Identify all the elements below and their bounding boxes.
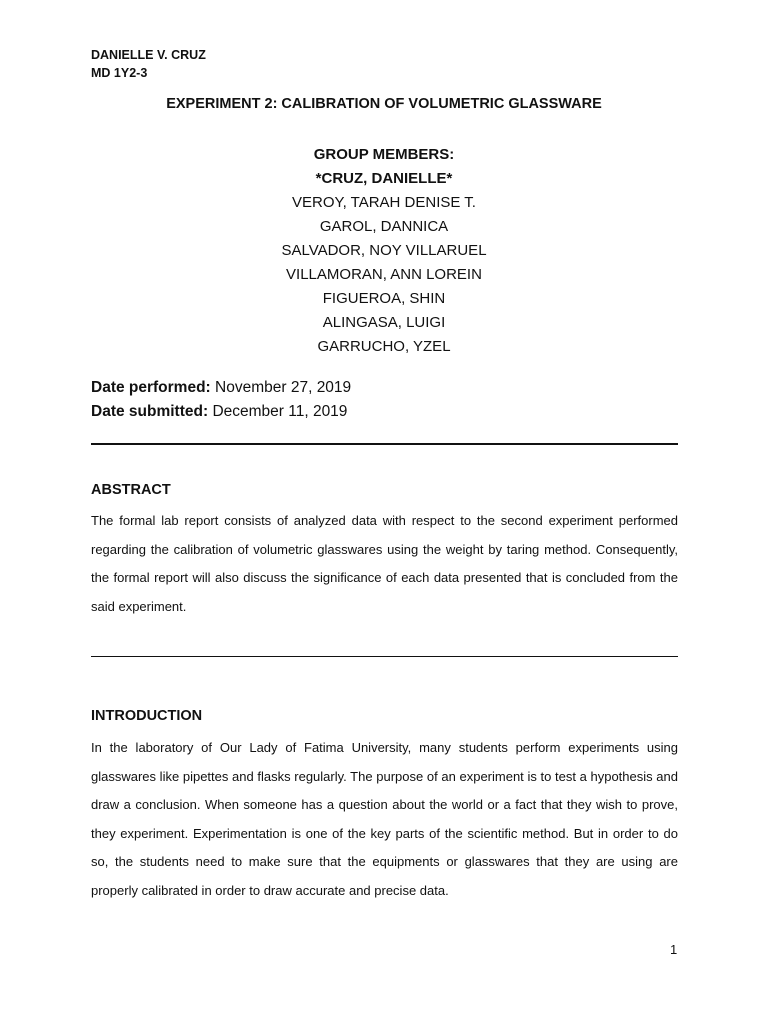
author-name: DANIELLE V. CRUZ — [91, 48, 206, 62]
document-title: EXPERIMENT 2: CALIBRATION OF VOLUMETRIC GLASSWARE — [166, 96, 602, 112]
introduction-heading: INTRODUCTION — [91, 708, 203, 724]
group-members-heading: GROUP MEMBERS: — [313, 146, 455, 163]
date-performed-row — [91, 376, 351, 400]
group-member: GARRUCHO, YZEL — [317, 338, 451, 355]
divider — [91, 656, 678, 657]
introduction-body: In the laboratory of Our Lady of Fatima University, many students perform experiments using glasswares like pipettes and flasks regularly. The purpose of an experiment is to test a hypothesis and draw a conclusion. When someone has a question about the world or a fact that they wish to prove, they experiment. Experimentation is one of the key parts of the scientific method. But in order to do so, the students need to make sure that the equipments or glasswares that they are using are properly calibrated in order to draw accurate and precise data. — [91, 740, 678, 898]
group-member: GAROL, DANNICA — [319, 218, 449, 235]
group-member: SALVADOR, NOY VILLARUEL — [281, 242, 487, 259]
date-performed-label: Date performed: — [91, 379, 211, 396]
dates-block — [91, 376, 351, 424]
abstract-body: The formal lab report consists of analyzed data with respect to the second experiment performed regarding the calibration of volumetric glasswares using the weight by taring method. Consequently, the formal report will also discuss the significance of each data presented that is concluded from the said experiment. — [91, 513, 678, 614]
group-member: ALINGASA, LUIGI — [322, 314, 446, 331]
date-submitted-label: Date submitted: — [91, 403, 209, 420]
abstract-heading: ABSTRACT — [91, 482, 171, 498]
date-submitted-row — [91, 400, 351, 424]
date-submitted-value: December 11, 2019 — [212, 403, 348, 420]
divider — [91, 443, 678, 445]
date-performed-value: November 27, 2019 — [215, 379, 352, 396]
group-member: *CRUZ, DANIELLE* — [315, 170, 453, 187]
group-member: FIGUEROA, SHIN — [322, 290, 446, 307]
class-section: MD 1Y2-3 — [91, 66, 148, 80]
page-number: 1 — [670, 942, 678, 957]
group-member: VEROY, TARAH DENISE T. — [292, 194, 476, 211]
group-member: VILLAMORAN, ANN LOREIN — [286, 266, 482, 283]
group-members-block — [0, 143, 768, 359]
